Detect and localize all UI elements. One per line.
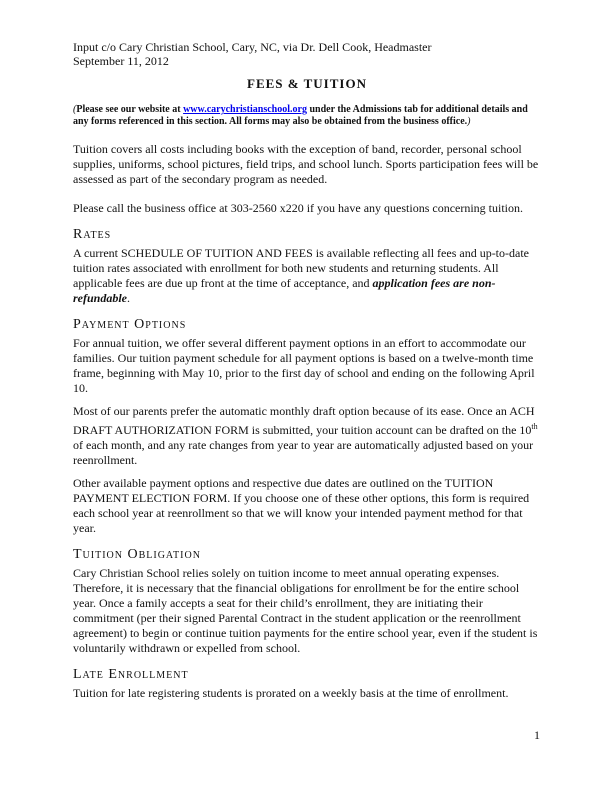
payment-p2-start: Most of our parents prefer the automatic monthly draft option because of its ease. Once an ACH DRAFT AUTHORIZATION FORM is submitted, your tuition account can be drafted on the 10 [73,404,535,437]
rates-text: A current SCHEDULE OF TUITION AND FEES is available reflecting all fees and up-to-date tuition rates associated with enrollment for both new students and returning students. All applicable fees are due up front at the time of acceptance, and [73,246,529,290]
late-enrollment-paragraph: Tuition for late registering students is prorated on a weekly basis at the time of enrollment. [73,686,509,700]
late-enrollment-heading: Late Enrollment [73,667,189,682]
payment-paragraph-2 [73,404,541,468]
intro-paragraph: Tuition covers all costs including books with the exception of band, recorder, personal school supplies, uniforms, school pictures, field trips, and school lunch. Sports participation fees will be assessed as part of the secondary program as needed. [73,142,539,186]
website-note [73,104,541,128]
rates-heading: Rates [73,227,112,242]
page-title: FEES & TUITION [247,76,367,91]
note-close-paren: ) [467,116,471,127]
rates-paragraph [73,246,541,306]
payment-options-heading: Payment Options [73,317,187,332]
rates-end: . [127,291,130,305]
payment-p2-sup: th [531,422,538,431]
payment-paragraph-3: Other available payment options and respective due dates are outlined on the TUITION PAYMENT ELECTION FORM. If you choose one of these other options, this form is required each school year at reenrollment so that we will know your intended payment method for that year. [73,476,530,535]
page-number: 1 [534,728,540,742]
payment-p2-end: of each month, and any rate changes from year to year are automatically adjusted based on your reenrollment. [73,438,534,467]
payment-paragraph-1: For annual tuition, we offer several different payment options in an effort to accommodate our families. Our tuition payment schedule for all payment options is based on a twelve-month time frame, beginning with May 10, prior to the first day of school and ending on the following April 10. [73,336,535,395]
header-source-line: Input c/o Cary Christian School, Cary, NC, via Dr. Dell Cook, Headmaster [73,40,432,54]
header-date: September 11, 2012 [73,54,169,68]
document-page [73,40,541,701]
contact-paragraph: Please call the business office at 303-2560 x220 if you have any questions concerning tuition. [73,201,524,215]
note-text-start: Please see our website at [76,104,184,115]
website-link[interactable]: www.carychristianschool.org [183,104,307,115]
tuition-obligation-heading: Tuition Obligation [73,547,201,562]
rates-emphasis: application fees are non-refundable [73,276,496,305]
note-open-paren: ( [73,104,77,115]
tuition-obligation-paragraph: Cary Christian School relies solely on tuition income to meet annual operating expenses. Therefore, it is necessary that the financial obligations for enrollment be for the entire school year. Once a family accepts a seat for their child’s enrollment, they are initiating their commitment (per their signed Parental Contract in the student application or the reenrollment agreement) to begin or continue tuition payments for the entire school year, even if the student is voluntarily withdrawn or expelled from school. [73,566,538,655]
note-text-end: under the Admissions tab for additional details and any forms referenced in this section. All forms may also be obtained from the business office. [73,104,528,127]
